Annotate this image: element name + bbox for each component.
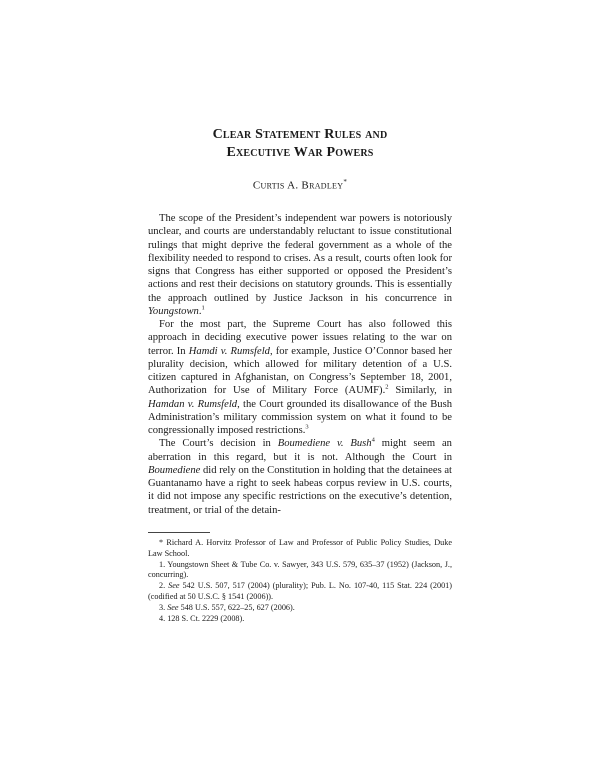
body-text	[148, 212, 452, 517]
footnote-1: 1. Youngstown Sheet & Tube Co. v. Sawyer, 343 U.S. 579, 635–37 (1952) (Jackson, J., concurring).	[148, 559, 452, 580]
footnote-author: * Richard A. Horvitz Professor of Law and Professor of Public Policy Studies, Duke Law School.	[148, 538, 452, 558]
case-name-boumediene-short: Boumediene	[148, 464, 201, 476]
case-name-youngstown: Youngstown	[148, 305, 199, 317]
footnote-divider	[148, 532, 210, 533]
footnote-4: 4. 128 S. Ct. 2229 (2008).	[159, 613, 245, 623]
paragraph-2: For the most part, the Supreme Court has also followed this approach in deciding executive power issues relating to the war on terror. In Hamdi v. Rumsfeld, for example, Justice O’Connor based her plurality decision, which allowed for military detention of a U.S. citizen captured in Afghanistan, on Congress’s September 18, 2001, Authorization for Use of Military Force (AUMF).$^2$ Similarly, in Hamdan v. Rumsfeld, the Court grounded its disallowance of the Bush Administration’s military commission system on what it found to be congressionally imposed restrictions.$^3$	[148, 319, 453, 436]
footnote-2: 2. See 542 U.S. 507, 517 (2004) (plurality); Pub. L. No. 107-40, 115 Stat. 224 (2001) (codified at 50 U.S.C. § 1541 (2006)).	[148, 581, 453, 601]
footnotes	[148, 538, 452, 624]
author-name: Curtis A. Bradley	[252, 179, 344, 192]
case-name-hamdan: Hamdan v. Rumsfeld	[148, 398, 238, 410]
case-name-boumediene: Boumediene v. Bush	[277, 438, 372, 450]
footnote-ref-1: 1	[201, 304, 205, 312]
author-line	[0, 178, 600, 192]
article-title-line-2: Executive War Powers	[226, 145, 374, 160]
article-title-line-1: Clear Statement Rules and	[212, 127, 388, 142]
footnote-ref-2: 2	[385, 383, 389, 391]
paragraph-1: The scope of the President’s independent war powers is notoriously unclear, and courts are understandably reluctant to issue constitutional rulings that might deprive the federal government as a whole of the flexibility needed to respond to crises. As a result, courts often look for signs that Congress has either supported or opposed the President’s actions and rest their decisions on statutory grounds. This is essentially the approach outlined by Justice Jackson in his concurrence in Youngstown.$^1$	[148, 213, 452, 317]
footnote-3: 3. See 548 U.S. 557, 622–25, 627 (2006).	[159, 602, 295, 612]
footnote-ref-4: 4	[371, 436, 375, 444]
paragraph-3: The Court’s decision in Boumediene v. Bush$^4$ might seem an aberration in this regard, but it is not. Although the Court in Boumediene did rely on the Constitution in holding that the detainees at Guantanamo have a right to seek habeas corpus review in U.S. courts, it did not impose any specific restrictions on the executive’s detention, treatment, or trial of the detain-	[148, 436, 452, 516]
author-footnote-mark: *	[343, 178, 348, 186]
case-name-hamdi: Hamdi v. Rumsfeld	[188, 345, 270, 357]
footnote-ref-3: 3	[305, 423, 309, 431]
